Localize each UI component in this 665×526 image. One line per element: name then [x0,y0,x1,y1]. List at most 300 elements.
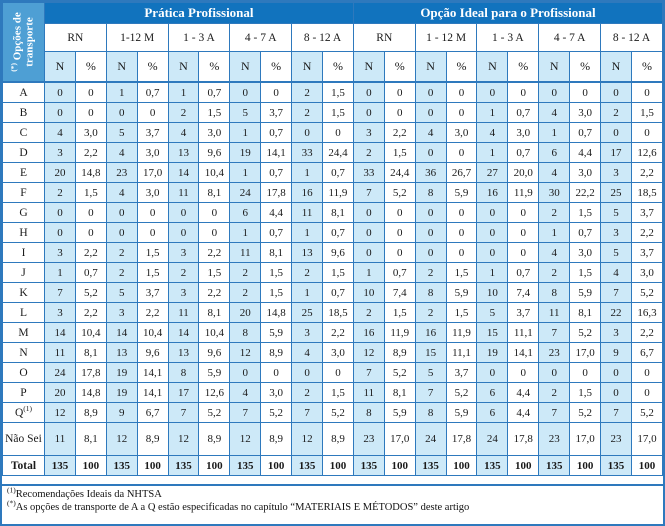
data-cell: 12 [292,423,323,456]
data-cell: 7 [539,403,570,423]
data-cell: 30 [539,183,570,203]
data-cell: 2,2 [75,243,106,263]
data-cell: 0 [601,383,632,403]
table-row [3,343,663,363]
data-cell: 23 [106,163,137,183]
data-cell: 9,6 [323,243,354,263]
data-cell: 10,4 [137,323,168,343]
data-cell: 24,4 [384,163,415,183]
data-cell: 2 [292,103,323,123]
data-cell: 13 [168,143,199,163]
data-cell: 0 [384,103,415,123]
data-cell: 8 [230,323,261,343]
data-cell: 3,7 [137,283,168,303]
data-cell: 5,9 [384,403,415,423]
data-cell: 1,5 [384,303,415,323]
data-cell: 4 [230,383,261,403]
table-row [3,143,663,163]
data-cell: 0 [508,223,539,243]
data-cell: 0 [539,82,570,103]
data-cell: 2 [292,383,323,403]
data-cell: 100 [446,456,477,476]
data-cell: 11 [168,303,199,323]
age-group-header: 1 - 3 A [168,24,230,52]
data-cell: 0,7 [570,223,601,243]
data-cell: 0 [477,223,508,243]
data-cell: 0 [539,363,570,383]
data-cell: 8,9 [384,343,415,363]
data-cell: 0 [446,82,477,103]
data-cell: 4 [45,123,76,143]
table-row [3,82,663,103]
data-cell: 0 [323,363,354,383]
data-cell: 5,9 [446,283,477,303]
data-cell: 8 [168,363,199,383]
data-cell: 0 [415,223,446,243]
data-cell: 0 [631,123,662,143]
data-cell: 10,4 [199,323,230,343]
measure-header: % [323,52,354,83]
data-cell: 1,5 [261,283,292,303]
data-cell: 3,0 [570,163,601,183]
age-group-header: 1 - 12 M [415,24,477,52]
data-cell: 0 [353,243,384,263]
measure-header: % [261,52,292,83]
data-cell: 11 [45,423,76,456]
data-cell: 4,4 [570,143,601,163]
data-cell: 3,0 [261,383,292,403]
data-cell: 16 [353,323,384,343]
data-cell: 3 [601,323,632,343]
data-cell: 4 [106,183,137,203]
data-cell: 7 [168,403,199,423]
data-cell: 5,2 [199,403,230,423]
data-cell: 1 [477,143,508,163]
data-cell: 0 [570,363,601,383]
footnotes [2,484,663,514]
row-label: B [3,103,45,123]
data-cell: 11 [45,343,76,363]
data-cell: 0 [415,243,446,263]
data-cell: 10 [477,283,508,303]
data-cell: 0 [137,103,168,123]
data-cell: 0 [446,223,477,243]
row-label: D [3,143,45,163]
measure-header: % [75,52,106,83]
data-cell: 4 [168,123,199,143]
data-cell: 0 [477,203,508,223]
data-cell: 0 [415,143,446,163]
table-row [3,223,663,243]
data-cell: 0 [168,223,199,243]
data-cell: 18,5 [631,183,662,203]
data-cell: 5,2 [261,403,292,423]
data-cell: 0 [601,123,632,143]
data-cell: 7,4 [384,283,415,303]
data-cell: 19 [106,363,137,383]
data-cell: 135 [477,456,508,476]
data-cell: 8,1 [323,203,354,223]
data-cell: 23 [539,343,570,363]
row-label: H [3,223,45,243]
table-row [3,383,663,403]
data-cell: 1,5 [323,383,354,403]
data-cell: 24 [415,423,446,456]
data-cell: 0 [292,363,323,383]
data-cell: 14 [45,323,76,343]
footnote-1: $^{(1)}$Recomendações Ideais da NHTSA [7,485,162,500]
data-cell: 4,4 [508,383,539,403]
data-cell: 0,7 [570,123,601,143]
data-cell: 0 [261,82,292,103]
data-cell: 0 [446,203,477,223]
data-cell: 14,8 [75,383,106,403]
data-cell: 3 [601,223,632,243]
data-cell: 1 [539,123,570,143]
data-cell: 7 [539,323,570,343]
data-cell: 1,5 [137,243,168,263]
data-cell: 8,9 [199,423,230,456]
data-cell: 23 [539,423,570,456]
data-cell: 3,7 [261,103,292,123]
data-cell: 2 [106,263,137,283]
data-cell: 19 [106,383,137,403]
data-cell: 7 [45,283,76,303]
data-cell: 11 [353,383,384,403]
transport-options-table [2,2,663,476]
data-cell: 6,7 [137,403,168,423]
data-cell: 14,1 [261,143,292,163]
data-cell: 0,7 [508,263,539,283]
data-cell: 5 [601,203,632,223]
row-label: K [3,283,45,303]
data-cell: 3,7 [631,203,662,223]
data-cell: 1 [477,103,508,123]
data-cell: 1 [106,82,137,103]
table-row [3,183,663,203]
data-cell: 5,9 [446,183,477,203]
data-cell: 5,2 [446,383,477,403]
data-cell: 0 [415,103,446,123]
data-cell: 13 [292,243,323,263]
data-cell: 6 [230,203,261,223]
data-cell: 1,5 [570,203,601,223]
data-cell: 100 [570,456,601,476]
data-cell: 11 [230,243,261,263]
data-cell: 11,9 [508,183,539,203]
data-cell: 5,2 [570,403,601,423]
measure-header: % [631,52,662,83]
data-cell: 20 [45,163,76,183]
table-row [3,123,663,143]
data-cell: 3 [353,123,384,143]
data-cell: 2,2 [384,123,415,143]
data-cell: 2 [106,243,137,263]
data-cell: 12 [353,343,384,363]
data-cell: 0 [477,82,508,103]
data-cell: 7 [230,403,261,423]
data-cell: 33 [292,143,323,163]
data-cell: 8,9 [75,403,106,423]
data-cell: 135 [45,456,76,476]
data-cell: 0,7 [508,103,539,123]
data-cell: 8 [353,403,384,423]
data-cell: 24,4 [323,143,354,163]
data-cell: 1 [168,82,199,103]
data-cell: 0 [384,203,415,223]
data-cell: 0 [75,82,106,103]
data-cell: 1,5 [570,263,601,283]
data-cell: 5,9 [261,323,292,343]
data-cell: 5,2 [323,403,354,423]
row-label: C [3,123,45,143]
data-cell: 1,5 [199,103,230,123]
data-cell: 0 [384,243,415,263]
data-cell: 5,2 [631,403,662,423]
data-cell: 3 [292,323,323,343]
data-cell: 0 [601,82,632,103]
data-cell: 8,1 [75,343,106,363]
data-cell: 6 [477,403,508,423]
data-cell: 10,4 [199,163,230,183]
data-cell: 8,1 [75,423,106,456]
data-cell: 1,5 [446,263,477,283]
data-cell: 0 [75,103,106,123]
table-row [3,303,663,323]
row-label: J [3,263,45,283]
data-cell: 8,1 [384,383,415,403]
data-cell: 12,6 [631,143,662,163]
group-header-opcao-ideal: Opção Ideal para o Profissional [353,3,662,24]
data-cell: 4 [539,103,570,123]
data-cell: 3,7 [137,123,168,143]
data-cell: 2 [230,283,261,303]
data-cell: 8,9 [261,423,292,456]
data-cell: 14 [106,323,137,343]
data-cell: 12 [230,423,261,456]
data-cell: 0 [353,82,384,103]
table-body [3,82,663,476]
data-cell: 17 [168,383,199,403]
data-cell: 10,4 [75,323,106,343]
measure-header: N [106,52,137,83]
data-cell: 5,2 [570,323,601,343]
data-cell: 14,1 [508,343,539,363]
data-cell: 0,7 [261,223,292,243]
data-cell: 17,0 [384,423,415,456]
data-cell: 0 [631,363,662,383]
data-cell: 3,7 [446,363,477,383]
data-cell: 7 [353,363,384,383]
data-cell: 14,1 [137,363,168,383]
data-cell: 0 [353,103,384,123]
row-label: Total [3,456,45,476]
data-cell: 2 [539,263,570,283]
data-cell: 5,2 [384,183,415,203]
data-cell: 5,9 [199,363,230,383]
data-cell: 4,4 [508,403,539,423]
data-cell: 0 [508,203,539,223]
data-cell: 0 [477,363,508,383]
data-cell: 11,1 [508,323,539,343]
data-cell: 2 [168,103,199,123]
data-cell: 0 [230,82,261,103]
data-cell: 135 [415,456,446,476]
footnote-2: (*)As opções de transporte de A a Q estão especificadas no capítulo “MATERIAIS E MÉTODOS” deste artigo [7,498,470,514]
data-cell: 7 [601,283,632,303]
data-cell: 4 [539,243,570,263]
data-cell: 1,5 [261,263,292,283]
data-cell: 17,0 [137,163,168,183]
measure-header: N [601,52,632,83]
data-cell: 0 [446,143,477,163]
data-cell: 12 [45,403,76,423]
data-cell: 0 [75,203,106,223]
data-cell: 0 [384,223,415,243]
data-cell: 0 [508,82,539,103]
data-cell: 0 [570,82,601,103]
row-label: O [3,363,45,383]
data-cell: 2 [539,203,570,223]
data-cell: 4 [415,123,446,143]
table-row [3,456,663,476]
measure-header: N [539,52,570,83]
data-cell: 1 [230,123,261,143]
data-cell: 8,9 [137,423,168,456]
data-cell: 100 [261,456,292,476]
data-cell: 3 [168,283,199,303]
data-cell: 23 [353,423,384,456]
data-cell: 0 [45,82,76,103]
data-cell: 0 [384,82,415,103]
data-cell: 8,9 [323,423,354,456]
row-label: N [3,343,45,363]
data-cell: 4 [477,123,508,143]
data-cell: 0 [106,203,137,223]
data-cell: 9,6 [199,143,230,163]
data-cell: 24 [230,183,261,203]
data-cell: 5 [415,363,446,383]
data-cell: 7 [415,383,446,403]
age-group-header: 1 - 3 A [477,24,539,52]
data-cell: 0 [199,203,230,223]
data-cell: 8,9 [261,343,292,363]
age-group-header: RN [45,24,107,52]
data-cell: 4 [601,263,632,283]
data-cell: 3 [45,243,76,263]
data-cell: 13 [106,343,137,363]
data-cell: 3,0 [137,183,168,203]
measure-header: N [230,52,261,83]
data-cell: 11 [168,183,199,203]
data-cell: 1,5 [323,82,354,103]
age-group-header: RN [353,24,415,52]
data-cell: 0 [323,123,354,143]
data-cell: 100 [199,456,230,476]
data-cell: 3,7 [508,303,539,323]
data-cell: 0 [631,82,662,103]
measure-header: N [292,52,323,83]
data-cell: 14,1 [137,383,168,403]
data-cell: 0 [631,383,662,403]
data-cell: 8 [415,403,446,423]
data-cell: 14 [168,163,199,183]
group-header-pratica: Prática Profissional [45,3,354,24]
measure-header: % [508,52,539,83]
data-cell: 9 [601,343,632,363]
data-cell: 2,2 [631,323,662,343]
data-cell: 135 [230,456,261,476]
measure-header: % [137,52,168,83]
data-cell: 17,8 [446,423,477,456]
age-group-header: 8 - 12 A [601,24,663,52]
age-group-header: 1-12 M [106,24,168,52]
data-cell: 0,7 [323,163,354,183]
data-cell: 3 [601,163,632,183]
data-cell: 100 [508,456,539,476]
table-row [3,203,663,223]
data-cell: 25 [292,303,323,323]
data-cell: 0,7 [199,82,230,103]
data-cell: 7 [353,183,384,203]
data-cell: 1 [230,163,261,183]
data-cell: 1,5 [570,383,601,403]
row-label: F [3,183,45,203]
data-cell: 17,8 [261,183,292,203]
data-cell: 5 [106,283,137,303]
data-cell: 17,8 [508,423,539,456]
data-cell: 22,2 [570,183,601,203]
data-cell: 1 [353,263,384,283]
data-cell: 1,5 [137,263,168,283]
table-row [3,403,663,423]
data-cell: 1 [539,223,570,243]
data-cell: 3,0 [137,143,168,163]
data-cell: 1,5 [384,143,415,163]
data-cell: 25 [601,183,632,203]
data-cell: 5,9 [446,403,477,423]
data-cell: 0,7 [137,82,168,103]
data-cell: 16 [477,183,508,203]
data-cell: 4,4 [261,203,292,223]
data-cell: 2 [230,263,261,283]
data-cell: 135 [353,456,384,476]
data-cell: 33 [353,163,384,183]
data-cell: 1,5 [75,183,106,203]
data-cell: 0 [353,203,384,223]
data-cell: 19 [477,343,508,363]
data-cell: 9,6 [137,343,168,363]
data-cell: 0 [415,82,446,103]
data-cell: 14,8 [75,163,106,183]
data-cell: 8,1 [261,243,292,263]
data-cell: 1,5 [199,263,230,283]
data-cell: 0 [261,363,292,383]
data-cell: 1 [292,223,323,243]
data-cell: 1 [230,223,261,243]
row-label: I [3,243,45,263]
data-cell: 3,0 [446,123,477,143]
data-cell: 0 [477,243,508,263]
measure-header: % [199,52,230,83]
row-label: E [3,163,45,183]
data-cell: 24 [477,423,508,456]
data-cell: 5,2 [75,283,106,303]
age-group-header: 4 - 7 A [230,24,292,52]
data-cell: 2 [601,103,632,123]
data-cell: 2,2 [75,143,106,163]
data-cell: 27 [477,163,508,183]
